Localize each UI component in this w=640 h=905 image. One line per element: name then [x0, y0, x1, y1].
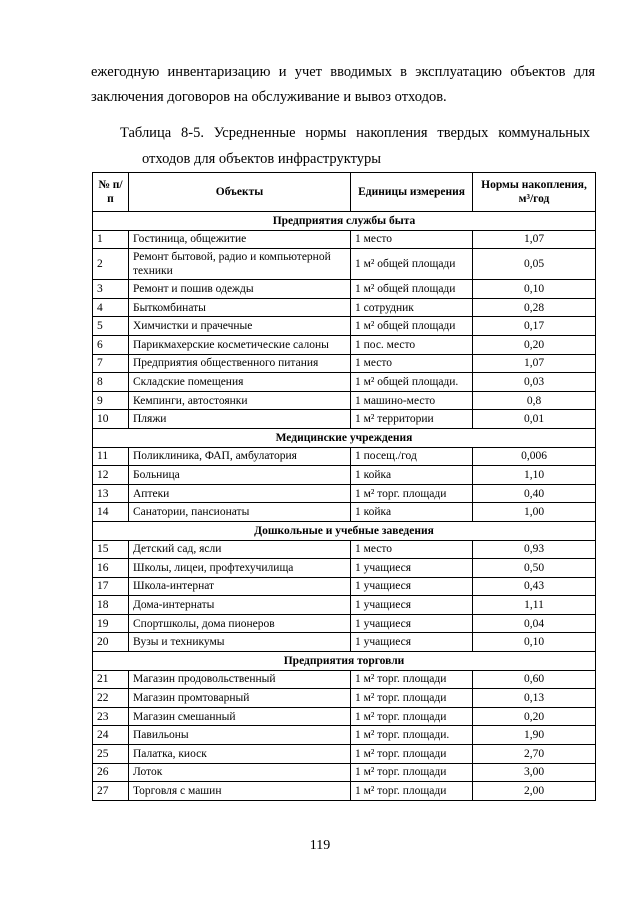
header-objects: Объекты: [129, 173, 351, 212]
row-unit: 1 койка: [351, 503, 473, 522]
row-number: 5: [93, 317, 129, 336]
row-number: 18: [93, 596, 129, 615]
row-number: 15: [93, 540, 129, 559]
row-unit: 1 машино-место: [351, 391, 473, 410]
section-row: [93, 652, 596, 671]
row-object: Магазин смешанный: [129, 707, 351, 726]
row-number: 13: [93, 484, 129, 503]
row-object: Аптеки: [129, 484, 351, 503]
row-unit: 1 м² торг. площади: [351, 670, 473, 689]
row-unit: 1 м² торг. площади: [351, 689, 473, 708]
row-object: Павильоны: [129, 726, 351, 745]
row-unit: 1 м² торг. площади: [351, 782, 473, 801]
section-row: [93, 521, 596, 540]
row-number: 7: [93, 354, 129, 373]
row-unit: 1 койка: [351, 466, 473, 485]
row-unit: 1 учащиеся: [351, 614, 473, 633]
table-row: [93, 633, 596, 652]
row-number: 12: [93, 466, 129, 485]
row-norm: 1,07: [473, 230, 596, 249]
row-norm: 1,11: [473, 596, 596, 615]
table-row: [93, 354, 596, 373]
row-norm: 1,00: [473, 503, 596, 522]
table-caption: [120, 120, 590, 172]
table-body: [93, 212, 596, 801]
norms-table: [92, 172, 596, 801]
row-number: 25: [93, 745, 129, 764]
table-row: [93, 614, 596, 633]
table-row: [93, 484, 596, 503]
row-norm: 2,00: [473, 782, 596, 801]
row-norm: 0,10: [473, 633, 596, 652]
row-norm: 1,10: [473, 466, 596, 485]
table-row: [93, 763, 596, 782]
row-number: 2: [93, 249, 129, 280]
body-paragraph: [91, 60, 595, 110]
row-unit: 1 учащиеся: [351, 633, 473, 652]
section-title: Дошкольные и учебные заведения: [93, 521, 596, 540]
section-title: Предприятия торговли: [93, 652, 596, 671]
row-unit: 1 место: [351, 540, 473, 559]
row-norm: 0,05: [473, 249, 596, 280]
row-number: 10: [93, 410, 129, 429]
table-row: [93, 373, 596, 392]
row-object: Торговля с машин: [129, 782, 351, 801]
table-row: [93, 577, 596, 596]
row-number: 8: [93, 373, 129, 392]
table-row: [93, 249, 596, 280]
row-unit: 1 м² общей площади.: [351, 373, 473, 392]
table-row: [93, 596, 596, 615]
row-object: Кемпинги, автостоянки: [129, 391, 351, 410]
row-number: 23: [93, 707, 129, 726]
row-norm: 2,70: [473, 745, 596, 764]
section-title: Предприятия службы быта: [93, 212, 596, 231]
row-norm: 0,04: [473, 614, 596, 633]
row-unit: 1 учащиеся: [351, 559, 473, 578]
table-row: [93, 447, 596, 466]
row-object: Дома-интернаты: [129, 596, 351, 615]
table-row: [93, 540, 596, 559]
header-norms: Нормы накопления, м³/год: [473, 173, 596, 212]
row-number: 14: [93, 503, 129, 522]
row-norm: 3,00: [473, 763, 596, 782]
row-object: Предприятия общественного питания: [129, 354, 351, 373]
row-unit: 1 сотрудник: [351, 298, 473, 317]
row-number: 20: [93, 633, 129, 652]
row-unit: 1 учащиеся: [351, 596, 473, 615]
row-number: 27: [93, 782, 129, 801]
header-number: № п/п: [93, 173, 129, 212]
row-norm: 0,006: [473, 447, 596, 466]
row-unit: 1 пос. место: [351, 335, 473, 354]
row-object: Парикмахерские косметические салоны: [129, 335, 351, 354]
row-unit: 1 м² общей площади: [351, 249, 473, 280]
row-unit: 1 м² торг. площади: [351, 484, 473, 503]
row-number: 19: [93, 614, 129, 633]
row-unit: 1 м² торг. площади: [351, 763, 473, 782]
row-norm: 0,20: [473, 707, 596, 726]
row-number: 3: [93, 280, 129, 299]
row-norm: 0,43: [473, 577, 596, 596]
table-row: [93, 410, 596, 429]
row-norm: 0,60: [473, 670, 596, 689]
row-object: Ремонт бытовой, радио и компьютерной техники: [129, 249, 351, 280]
row-object: Палатка, киоск: [129, 745, 351, 764]
row-norm: 0,17: [473, 317, 596, 336]
row-unit: 1 место: [351, 230, 473, 249]
row-object: Гостиница, общежитие: [129, 230, 351, 249]
row-norm: 1,90: [473, 726, 596, 745]
row-norm: 1,07: [473, 354, 596, 373]
row-number: 21: [93, 670, 129, 689]
row-unit: 1 посещ./год: [351, 447, 473, 466]
row-unit: 1 учащиеся: [351, 577, 473, 596]
page-number: 119: [309, 838, 331, 853]
row-norm: 0,8: [473, 391, 596, 410]
row-norm: 0,03: [473, 373, 596, 392]
table-row: [93, 280, 596, 299]
row-unit: 1 м² торг. площади.: [351, 726, 473, 745]
table-row: [93, 466, 596, 485]
paragraph-line-1: ежегодную инвентаризацию и учет вводимых в эксплуатацию объектов для: [91, 64, 595, 80]
table-row: [93, 559, 596, 578]
table-row: [93, 782, 596, 801]
row-number: 24: [93, 726, 129, 745]
row-object: Ремонт и пошив одежды: [129, 280, 351, 299]
row-norm: 0,01: [473, 410, 596, 429]
row-object: Поликлиника, ФАП, амбулатория: [129, 447, 351, 466]
row-unit: 1 м² общей площади: [351, 280, 473, 299]
table-row: [93, 503, 596, 522]
table-row: [93, 317, 596, 336]
table-row: [93, 298, 596, 317]
row-number: 1: [93, 230, 129, 249]
caption-line-1: Таблица 8-5. Усредненные нормы накопления твердых коммунальных: [120, 125, 590, 141]
header-units: Единицы измерения: [351, 173, 473, 212]
paragraph-line-2: заключения договоров на обслуживание и вывоз отходов.: [91, 89, 447, 105]
row-number: 16: [93, 559, 129, 578]
row-norm: 0,40: [473, 484, 596, 503]
row-norm: 0,28: [473, 298, 596, 317]
row-object: Больница: [129, 466, 351, 485]
row-number: 4: [93, 298, 129, 317]
table-row: [93, 726, 596, 745]
row-number: 22: [93, 689, 129, 708]
row-unit: 1 м² торг. площади: [351, 707, 473, 726]
table-row: [93, 391, 596, 410]
row-object: Химчистки и прачечные: [129, 317, 351, 336]
row-object: Школа-интернат: [129, 577, 351, 596]
row-unit: 1 м² общей площади: [351, 317, 473, 336]
row-number: 17: [93, 577, 129, 596]
row-unit: 1 место: [351, 354, 473, 373]
table-row: [93, 689, 596, 708]
section-title: Медицинские учреждения: [93, 428, 596, 447]
row-number: 6: [93, 335, 129, 354]
table-row: [93, 707, 596, 726]
row-object: Школы, лицеи, профтехучилища: [129, 559, 351, 578]
row-object: Складские помещения: [129, 373, 351, 392]
table-row: [93, 745, 596, 764]
row-unit: 1 м² территории: [351, 410, 473, 429]
table-header-row: [93, 173, 596, 212]
row-norm: 0,13: [473, 689, 596, 708]
row-object: Лоток: [129, 763, 351, 782]
row-norm: 0,10: [473, 280, 596, 299]
row-object: Вузы и техникумы: [129, 633, 351, 652]
table-row: [93, 335, 596, 354]
row-unit: 1 м² торг. площади: [351, 745, 473, 764]
section-row: [93, 428, 596, 447]
row-object: Пляжи: [129, 410, 351, 429]
row-norm: 0,20: [473, 335, 596, 354]
row-object: Спортшколы, дома пионеров: [129, 614, 351, 633]
row-object: Санатории, пансионаты: [129, 503, 351, 522]
row-number: 9: [93, 391, 129, 410]
row-norm: 0,93: [473, 540, 596, 559]
row-norm: 0,50: [473, 559, 596, 578]
caption-line-2: отходов для объектов инфраструктуры: [142, 151, 381, 167]
row-object: Детский сад, ясли: [129, 540, 351, 559]
table-row: [93, 670, 596, 689]
row-object: Магазин промтоварный: [129, 689, 351, 708]
row-number: 11: [93, 447, 129, 466]
table-row: [93, 230, 596, 249]
row-object: Магазин продовольственный: [129, 670, 351, 689]
row-object: Быткомбинаты: [129, 298, 351, 317]
section-row: [93, 212, 596, 231]
row-number: 26: [93, 763, 129, 782]
